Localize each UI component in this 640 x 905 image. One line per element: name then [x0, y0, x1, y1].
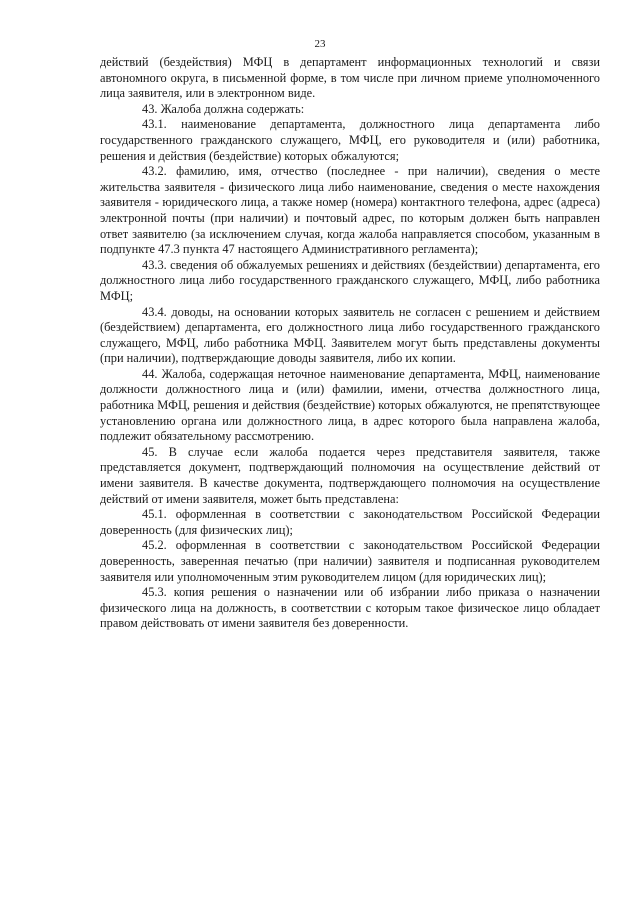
- paragraph-43-2: 43.2. фамилию, имя, отчество (последнее - при наличии), сведения о месте жительства заявителя - физического лица либо наименование, сведения о месте нахождения заявителя - юридического лица, а также номер (номера) контактного телефона, адрес (адреса) электронной почты (при наличии) и почтовый адрес, по которым должен быть направлен ответ заявителю (за исключением случая, когда жалоба направляется способом, указанным в подпункте 47.3 пункта 47 настоящего Административного регламента);: [100, 164, 600, 257]
- paragraph-43-1: 43.1. наименование департамента, должностного лица департамента либо государственного гражданского служащего, МФЦ, его руководителя и (или) работника, решения и действия (бездействие) которых обжалуются;: [100, 117, 600, 163]
- paragraph-45-2: 45.2. оформленная в соответствии с законодательством Российской Федерации доверенность, заверенная печатью (при наличии) заявителя и подписанная руководителем заявителя или уполномоченным этим руководителем лицом (для юридических лиц);: [100, 538, 600, 584]
- page-number: 23: [314, 38, 326, 50]
- paragraph-43-4: 43.4. доводы, на основании которых заявитель не согласен с решением и действием (бездействием) департамента, его должностного лица либо государственного гражданского служащего, МФЦ, либо работника МФЦ. Заявителем могут быть представлены документы (при наличии), подтверждающие доводы заявителя, либо их копии.: [100, 304, 600, 366]
- document-body: [100, 55, 600, 632]
- paragraph-continuation: действий (бездействия) МФЦ в департамент информационных технологий и связи автономного округа, в письменной форме, в том числе при личном приеме уполномоченного лица заявителя, или в электронном виде.: [100, 55, 600, 101]
- paragraph-43: 43. Жалоба должна содержать:: [142, 101, 305, 116]
- paragraph-43-3: 43.3. сведения об обжалуемых решениях и действиях (бездействии) департамента, его должностного лица либо государственного гражданского служащего, МФЦ, либо работника МФЦ;: [100, 257, 600, 303]
- paragraph-45-3: 45.3. копия решения о назначении или об избрании либо приказа о назначении физического лица на должность, в соответствии с которым такое физическое лицо обладает правом действовать от имени заявителя без доверенности.: [100, 585, 600, 631]
- paragraph-45: 45. В случае если жалоба подается через представителя заявителя, также представляется документ, подтверждающий полномочия на осуществление действий от имени заявителя. В качестве документа, подтверждающего полномочия на осуществление действий от имени заявителя, может быть представлена:: [100, 444, 600, 506]
- paragraph-44: 44. Жалоба, содержащая неточное наименование департамента, МФЦ, наименование должности должностного лица и (или) фамилии, имени, отчества должностного лица, работника МФЦ, решения и действия (бездействие) которых обжалуются, не препятствующее установлению органа или должностного лица, в адрес которого была направлена жалоба, подлежит обязательному рассмотрению.: [100, 366, 600, 444]
- paragraph-45-1: 45.1. оформленная в соответствии с законодательством Российской Федерации доверенность (для физических лиц);: [100, 507, 600, 537]
